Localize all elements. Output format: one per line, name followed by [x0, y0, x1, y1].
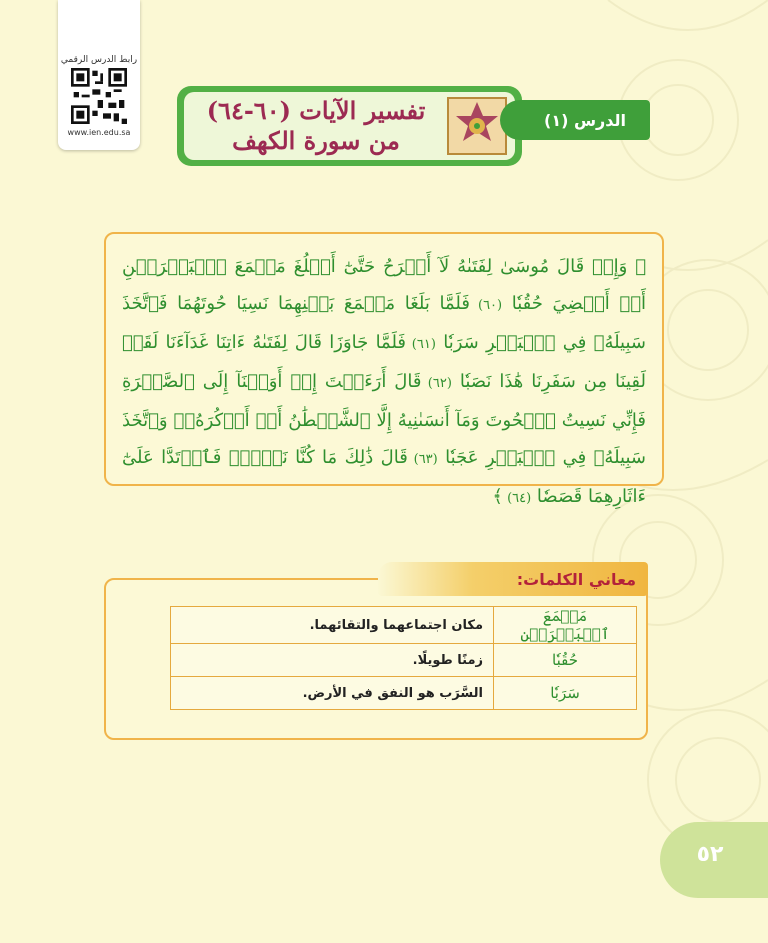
title-line-1: تفسير الآيات (٦٠-٦٤): [206, 96, 426, 125]
quran-verses-box: [104, 232, 664, 507]
vocabulary-heading: [378, 562, 648, 596]
vocabulary-heading-text: معاني الكلمات:: [516, 569, 636, 589]
page-number: ٥٢: [696, 842, 724, 867]
table-row: [171, 677, 637, 710]
verse-segment: ﴿ وَإِذۡ قَالَ مُوسَىٰ لِفَتَىٰهُ لَآ أَبۡرَحُ حَتَّىٰٓ أَبۡلُغَ مَجۡمَعَ ٱلۡبَحۡرَيۡنِ أَوۡ أَمۡضِيَ حُقُبٗا: [122, 256, 646, 314]
verse-closing-bracket: ﴾: [492, 486, 503, 507]
ayah-number-marker: (٦٣): [407, 452, 438, 467]
verse-segment: فَلَمَّا جَاوَزَا قَالَ لِفَتَىٰهُ ءَاتِنَا غَدَآءَنَا لَقَدۡ لَقِينَا مِن سَفَرِنَا هَٰذَا نَصَبٗا: [122, 332, 646, 392]
ayah-number-marker: (٦٢): [421, 376, 452, 391]
ayah-number-marker: (٦٤): [502, 491, 532, 506]
title-line-2: من سورة الكهف: [232, 126, 400, 155]
table-row: [171, 644, 637, 677]
vocabulary-table: [170, 606, 637, 710]
verse-segment: قَالَ ذَٰلِكَ مَا كُنَّا نَبۡغِۚ فَٱرۡتَدَّا عَلَىٰٓ ءَاثَارِهِمَا قَصَصٗا: [122, 447, 646, 507]
qr-label: رابط الدرس الرقمي: [60, 55, 138, 65]
lesson-number-label: الدرس (١): [544, 110, 626, 130]
qr-url[interactable]: www.ien.edu.sa: [67, 128, 131, 137]
quran-verses-text: [122, 248, 646, 517]
vocab-meaning: السَّرَب هو النفق في الأرض.: [171, 677, 494, 710]
qr-card[interactable]: [58, 0, 140, 150]
lesson-number-tab: [500, 100, 650, 140]
vocab-meaning: مكان اجتماعهما والتقائهما.: [171, 607, 494, 644]
verse-segment: فَلَمَّا بَلَغَا مَجۡمَعَ بَيۡنِهِمَا نَسِيَا حُوتَهُمَا فَٱتَّخَذَ سَبِيلَهُۥ فِي ٱلۡبَحۡرِ سَرَبٗا: [122, 293, 646, 353]
vocab-word: سَرَبٗا: [494, 677, 637, 710]
vocab-word: حُقُبٗا: [494, 644, 637, 677]
ayah-number-marker: (٦٠): [469, 298, 503, 313]
lesson-title: [196, 96, 436, 156]
ayah-number-marker: (٦١): [406, 337, 436, 352]
lesson-title-frame: [177, 86, 522, 166]
table-row: [171, 607, 637, 644]
verse-segment: قَالَ أَرَءَيۡتَ إِذۡ أَوَيۡنَآ إِلَى ٱلصَّخۡرَةِ فَإِنِّي نَسِيتُ ٱلۡحُوتَ وَمَآ أَنسَىٰنِيهُ إِلَّا ٱلشَّيۡطَٰنُ أَنۡ أَذۡكُرَهُۥۚ وَٱتَّخَذَ سَبِيلَهُۥ فِي ٱلۡبَحۡرِ عَجَبٗا: [122, 371, 646, 468]
qr-code-icon[interactable]: [71, 68, 127, 124]
islamic-ornament-icon: [446, 96, 508, 156]
vocab-meaning: زمنًا طويلًا.: [171, 644, 494, 677]
vocab-word: مَجۡمَعَ ٱلۡبَحۡرَيۡنِ: [494, 607, 637, 644]
